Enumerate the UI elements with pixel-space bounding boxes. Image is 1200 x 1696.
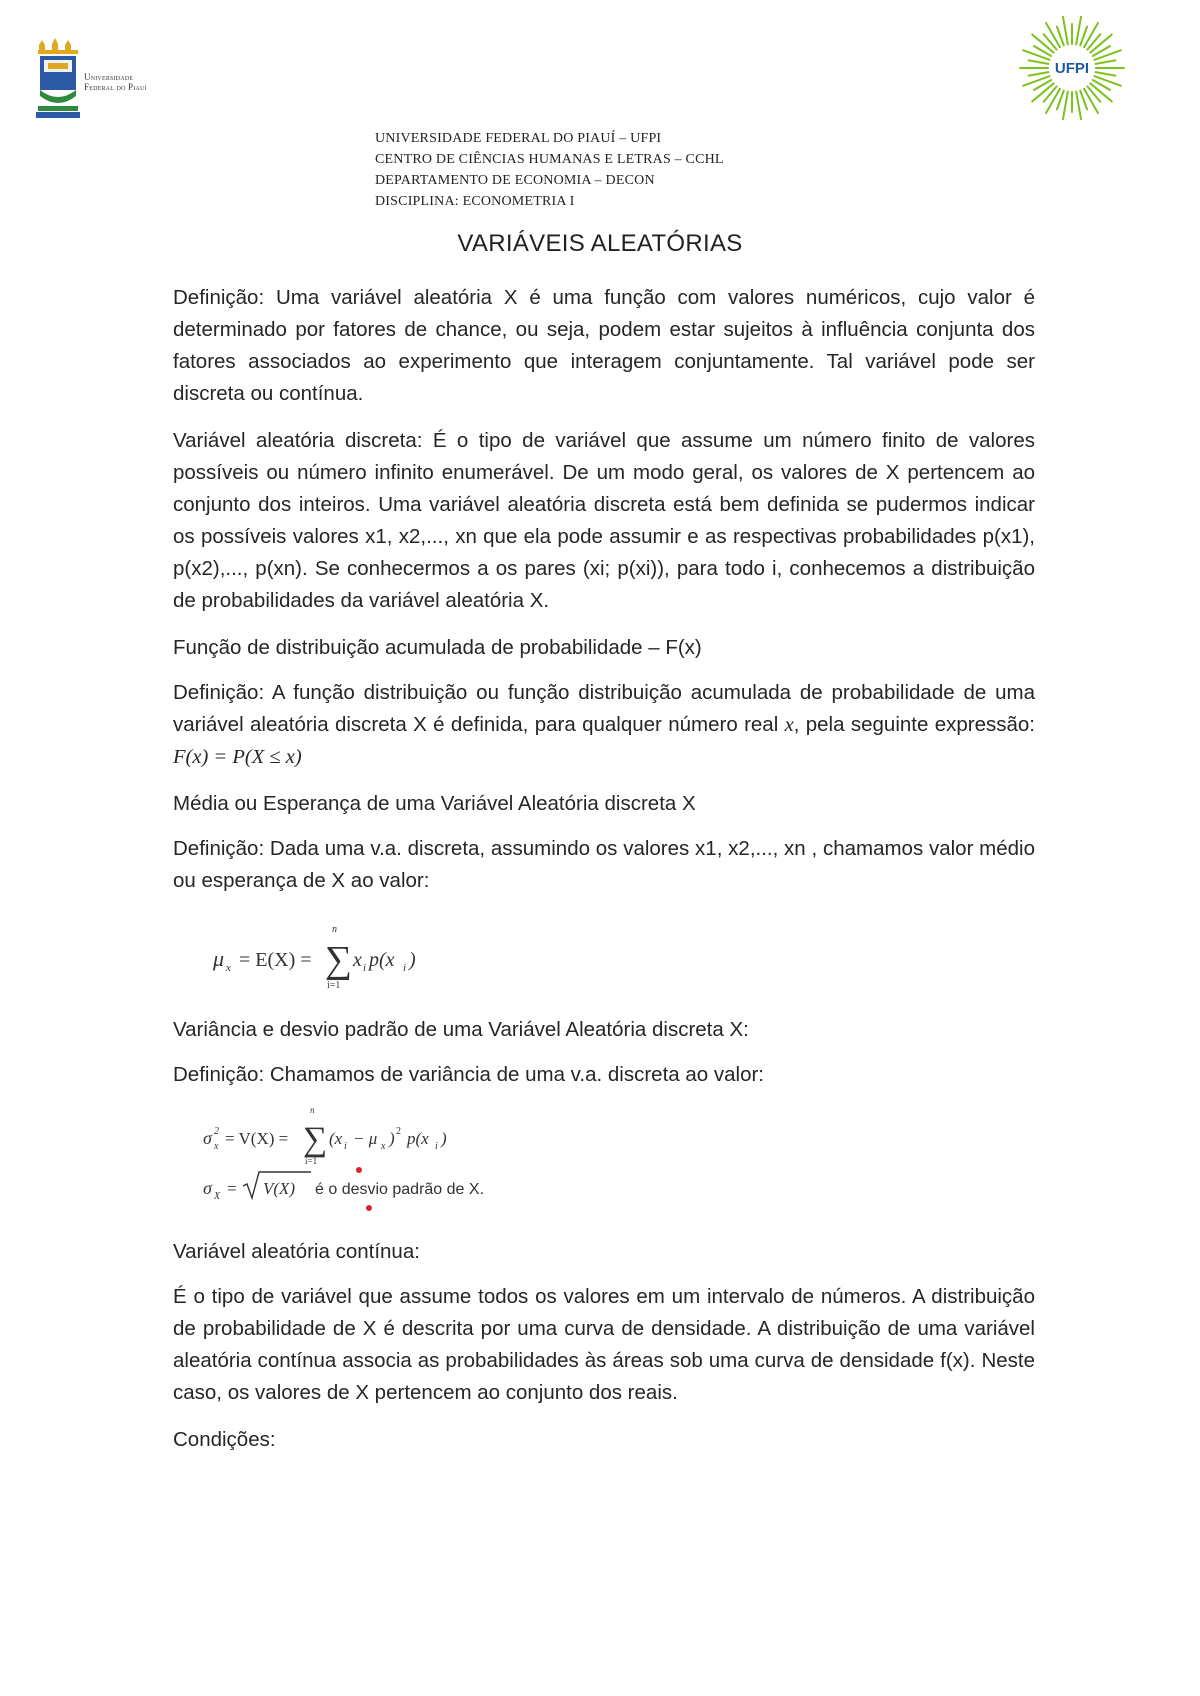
mean-heading: Média ou Esperança de uma Variável Aleatória discreta X — [173, 792, 696, 815]
sunburst-ray — [1096, 72, 1116, 75]
annotation-dot — [356, 1167, 362, 1173]
variance-definition-paragraph: Definição: Chamamos de variância de uma v.a. discreta ao valor: — [173, 1063, 764, 1086]
sigma-subscript: x — [214, 1141, 219, 1152]
cdf-definition-mid: , pela seguinte expressão: — [793, 713, 1035, 736]
sigma-sd-subscript: X — [214, 1191, 221, 1202]
ufpi-logo-text: UFPI — [1054, 60, 1090, 77]
definition-paragraph: Definição: Uma variável aleatória X é uma função com valores numéricos, cujo valor é determinado por fatores de chance, ou seja, podem estar sujeitos à influência conjunta dos fatores associados ao experimento que interagem conjuntamente. Tal variável pode ser discreta ou contínua. — [173, 286, 1035, 405]
probability-subscript: i — [403, 962, 407, 974]
term-subscript: i — [363, 962, 367, 974]
university-name-text — [84, 72, 204, 92]
header-line-department: DEPARTAMENTO DE ECONOMIA – DECON — [375, 173, 655, 188]
mean-definition-paragraph: Definição: Dada uma v.a. discreta, assumindo os valores x1, x2,..., xn , chamamos valor médio ou esperança de X ao valor: — [173, 837, 1035, 892]
var-sum-upper: n — [310, 1105, 315, 1115]
sunburst-ray — [1063, 17, 1068, 45]
cdf-heading: Função de distribuição acumulada de probabilidade – F(x) — [173, 636, 702, 659]
variance-heading: Variância e desvio padrão de uma Variável Aleatória discreta X: — [173, 1018, 749, 1041]
cdf-formula: F(x) = P(X ≤ x) — [173, 746, 302, 768]
probability-term: p(x — [369, 949, 395, 971]
sigma-symbol: σ — [203, 1128, 212, 1148]
mu-subscript: x — [226, 962, 231, 974]
var-term-subscript: i — [344, 1141, 347, 1152]
cdf-definition-paragraph — [173, 677, 1035, 773]
logo-text-line2: Federal do Piauí — [84, 82, 147, 92]
var-probability-subscript: i — [435, 1141, 438, 1152]
sunburst-ray — [1029, 72, 1049, 75]
header-line-university: UNIVERSIDADE FEDERAL DO PIAUÍ – UFPI — [375, 131, 662, 146]
sunburst-ray — [1096, 60, 1116, 63]
discrete-variable-paragraph: Variável aleatória discreta: É o tipo de variável que assume um número finito de valores possíveis ou número infinito enumerável. De um modo geral, os valores de X pertencem ao conjunto dos inteiros. Uma variável aleatória discreta está bem definida se pudermos indicar os possíveis valores x1, x2,..., xn que ela pode assumir e as respectivas probabilidades p(x1), p(x2),..., p(xn). Se conhecermos a os pares (xi; p(xi)), para todo i, conhecemos a distribuição de probabilidades da variável aleatória X. — [173, 429, 1035, 612]
mean-formula — [173, 912, 1035, 1000]
mu-subscript-var: x — [381, 1141, 386, 1152]
sunburst-ray — [1063, 92, 1068, 120]
header-line-center: CENTRO DE CIÊNCIAS HUMANAS E LETRAS – CCHL — [375, 152, 724, 167]
sd-equals: = — [227, 1179, 237, 1198]
crest-icon — [34, 36, 82, 122]
sigma-sd-symbol: σ — [203, 1178, 212, 1198]
variance-formula — [173, 1104, 1035, 1222]
var-probability: p(x — [407, 1129, 429, 1148]
var-prob-close: ) — [441, 1129, 447, 1148]
sum-upper-limit: n — [332, 924, 337, 935]
var-sum-lower: i=1 — [305, 1156, 318, 1166]
var-close-paren: ) — [389, 1129, 395, 1148]
var-sum-symbol: ∑ — [303, 1121, 328, 1158]
annotation-dot — [366, 1205, 372, 1211]
conditions-heading: Condições: — [173, 1428, 276, 1451]
ufpi-sunburst-logo — [1018, 14, 1126, 122]
sigma-superscript: 2 — [214, 1126, 219, 1137]
sd-description: é o desvio padrão de X. — [315, 1181, 485, 1198]
sqrt-content: V(X) — [263, 1179, 296, 1198]
document-body — [173, 282, 1035, 1471]
close-paren: ) — [409, 949, 416, 971]
institution-header — [375, 128, 724, 212]
sunburst-ray — [1029, 60, 1049, 63]
sum-symbol: ∑ — [325, 939, 353, 981]
cdf-definition-text: Definição: A função distribuição ou função distribuição acumulada de probabilidade de uma variável aleatória discreta X é definida, para qualquer número real — [173, 681, 1035, 736]
expectation-text: = E(X) = — [239, 949, 312, 971]
logo-text-line1: Universidade — [84, 72, 134, 82]
minus-mu: − μ — [353, 1129, 378, 1148]
square-exponent: 2 — [396, 1126, 401, 1137]
sunburst-ray — [1076, 17, 1081, 45]
sunburst-ray — [1076, 92, 1081, 120]
mu-symbol: μ — [213, 946, 225, 971]
variable-x: x — [784, 714, 794, 736]
ufpi-university-logo — [34, 36, 194, 124]
var-term: (x — [329, 1129, 343, 1148]
continuous-definition-paragraph: É o tipo de variável que assume todos os valores em um intervalo de números. A distribuição de probabilidade de X é descrita por uma curva de densidade. A distribuição de uma variável aleatória contínua associa as probabilidades às áreas sob uma curva de densidade f(x). Neste caso, os valores de X pertencem ao conjunto dos reais. — [173, 1285, 1035, 1404]
variance-text: = V(X) = — [225, 1129, 289, 1148]
document-title: VARIÁVEIS ALEATÓRIAS — [457, 230, 743, 257]
header-line-discipline: DISCIPLINA: ECONOMETRIA I — [375, 194, 575, 209]
term-x: x — [353, 949, 362, 971]
continuous-heading: Variável aleatória contínua: — [173, 1240, 420, 1263]
sum-lower-limit: i=1 — [327, 980, 341, 991]
